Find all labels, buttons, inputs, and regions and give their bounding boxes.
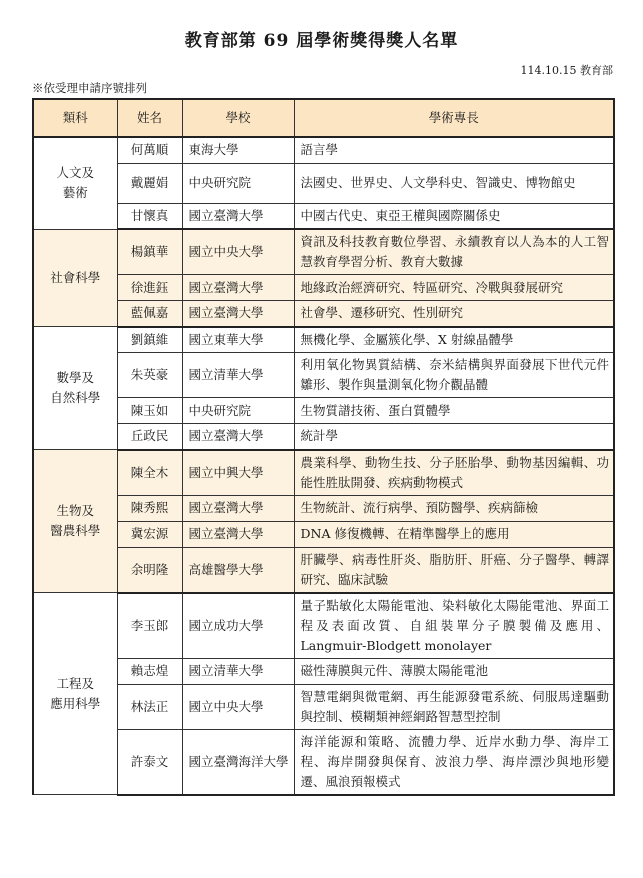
awardee-specialty: 海洋能源和策略、流體力學、近岸水動力學、海岸工程、海岸開發與保育、波浪力學、海岸漂沙與地形變遷、風浪預報模式 <box>294 729 614 795</box>
table-header-row <box>33 99 614 137</box>
awardee-school: 國立臺灣大學 <box>182 301 294 327</box>
awardee-name: 冀宏源 <box>117 521 182 547</box>
table-row <box>33 547 614 593</box>
table-row <box>33 229 614 275</box>
awardee-school: 中央研究院 <box>182 163 294 203</box>
awardee-name: 甘懷真 <box>117 203 182 229</box>
field-category: 生物及 醫農科學 <box>33 450 117 593</box>
field-category: 社會科學 <box>33 229 117 327</box>
awardee-name: 林法正 <box>117 684 182 729</box>
field-category: 數學及 自然科學 <box>33 327 117 450</box>
awardee-specialty: 資訊及科技教育數位學習、永續教育以人為本的人工智慧教育學習分析、教育大數據 <box>294 229 614 275</box>
awardee-specialty: 無機化學、金屬簇化學、X 射線晶體學 <box>294 327 614 353</box>
awardee-specialty: 地緣政治經濟研究、特區研究、冷戰與發展研究 <box>294 275 614 301</box>
table-row <box>33 593 614 659</box>
header-school: 學校 <box>182 99 294 137</box>
awardee-name: 賴志煌 <box>117 658 182 684</box>
table-row <box>33 203 614 229</box>
awardee-school: 高雄醫學大學 <box>182 547 294 593</box>
awardee-school: 國立中央大學 <box>182 229 294 275</box>
ordering-note: ※依受理申請序號排列 <box>32 81 147 95</box>
awardee-school: 國立中興大學 <box>182 450 294 496</box>
table-row <box>33 495 614 521</box>
page-title: 教育部第 69 屆學術獎得獎人名單 <box>184 31 459 51</box>
awardee-name: 陳玉如 <box>117 398 182 424</box>
awardee-specialty: 利用氧化物異質結構、奈米結構與界面發展下世代元件雛形、製作與量測氧化物介觀晶體 <box>294 353 614 398</box>
awardee-specialty: 農業科學、動物生技、分子胚胎學、動物基因編輯、功能性胜肽開發、疾病動物模式 <box>294 450 614 496</box>
awardee-specialty: 統計學 <box>294 424 614 450</box>
table-row <box>33 729 614 795</box>
issue-date: 114.10.15 教育部 <box>520 64 613 77</box>
awardee-specialty: 中國古代史、東亞王權與國際關係史 <box>294 203 614 229</box>
awardee-school: 國立東華大學 <box>182 327 294 353</box>
table-row <box>33 137 614 163</box>
awardee-school: 國立臺灣大學 <box>182 275 294 301</box>
table-row <box>33 353 614 398</box>
awardee-name: 戴麗娟 <box>117 163 182 203</box>
header-specialty: 學術專長 <box>294 99 614 137</box>
field-category: 工程及 應用科學 <box>33 593 117 795</box>
field-category: 人文及 藝術 <box>33 137 117 229</box>
header-name: 姓名 <box>117 99 182 137</box>
awardee-specialty: 語言學 <box>294 137 614 163</box>
awardee-specialty: 智慧電網與微電網、再生能源發電系統、伺服馬達驅動與控制、模糊類神經網路智慧型控制 <box>294 684 614 729</box>
awardee-specialty: DNA 修復機轉、在精準醫學上的應用 <box>294 521 614 547</box>
table-row <box>33 327 614 353</box>
table-row <box>33 450 614 496</box>
awardee-school: 國立臺灣海洋大學 <box>182 729 294 795</box>
table-row <box>33 301 614 327</box>
awardee-specialty: 生物統計、流行病學、預防醫學、疾病篩檢 <box>294 495 614 521</box>
awardee-specialty: 肝臟學、病毒性肝炎、脂肪肝、肝癌、分子醫學、轉譯研究、臨床試驗 <box>294 547 614 593</box>
awardee-school: 東海大學 <box>182 137 294 163</box>
awardee-school: 國立臺灣大學 <box>182 424 294 450</box>
awardee-name: 何萬順 <box>117 137 182 163</box>
awardee-specialty: 生物質譜技術、蛋白質體學 <box>294 398 614 424</box>
awardee-school: 國立臺灣大學 <box>182 203 294 229</box>
table-row <box>33 658 614 684</box>
table-row <box>33 684 614 729</box>
awardee-specialty: 量子點敏化太陽能電池、染料敏化太陽能電池、界面工程及表面改質、自組裝單分子膜製備及應用、Langmuir-Blodgett monolayer <box>294 593 614 659</box>
awardee-school: 國立成功大學 <box>182 593 294 659</box>
awardee-school: 國立臺灣大學 <box>182 521 294 547</box>
table-row <box>33 163 614 203</box>
awardee-school: 國立中央大學 <box>182 684 294 729</box>
awardee-school: 中央研究院 <box>182 398 294 424</box>
awardee-school: 國立臺灣大學 <box>182 495 294 521</box>
awardee-name: 丘政民 <box>117 424 182 450</box>
awardee-name: 徐進鈺 <box>117 275 182 301</box>
awardee-name: 李玉郎 <box>117 593 182 659</box>
awardee-school: 國立清華大學 <box>182 353 294 398</box>
header-field: 類科 <box>33 99 117 137</box>
awardee-specialty: 磁性薄膜與元件、薄膜太陽能電池 <box>294 658 614 684</box>
awardee-table <box>32 98 615 796</box>
awardee-name: 陳秀熙 <box>117 495 182 521</box>
awardee-name: 朱英豪 <box>117 353 182 398</box>
table-row <box>33 275 614 301</box>
awardee-name: 藍佩嘉 <box>117 301 182 327</box>
awardee-name: 許泰文 <box>117 729 182 795</box>
table-row <box>33 424 614 450</box>
awardee-specialty: 法國史、世界史、人文學科史、智識史、博物館史 <box>294 163 614 203</box>
awardee-name: 余明隆 <box>117 547 182 593</box>
awardee-name: 劉鎮維 <box>117 327 182 353</box>
awardee-name: 楊鎮華 <box>117 229 182 275</box>
awardee-name: 陳全木 <box>117 450 182 496</box>
table-body <box>33 137 614 795</box>
table-row <box>33 398 614 424</box>
table-row <box>33 521 614 547</box>
awardee-school: 國立清華大學 <box>182 658 294 684</box>
awardee-specialty: 社會學、遷移研究、性別研究 <box>294 301 614 327</box>
